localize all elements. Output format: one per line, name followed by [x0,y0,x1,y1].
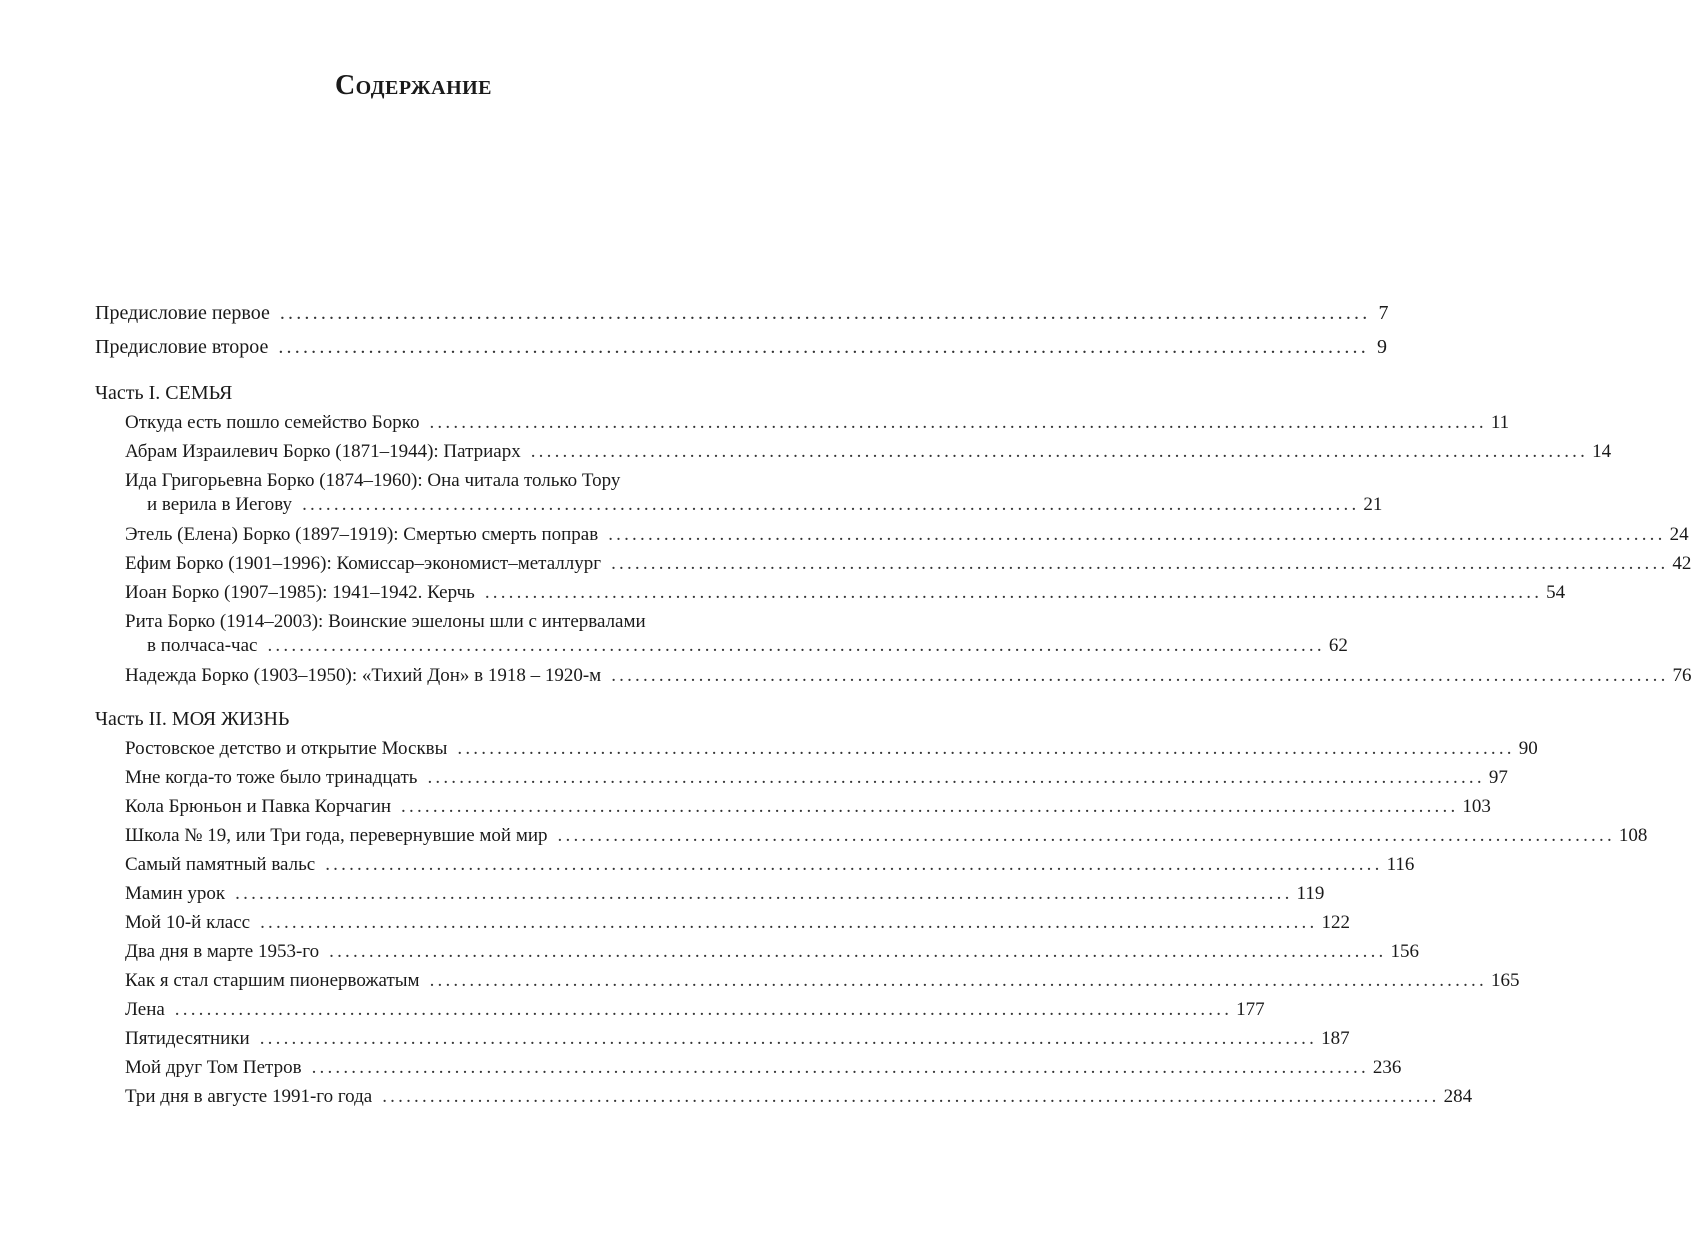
toc-entry[interactable] [95,908,1350,937]
toc-entry-title: Мой друг Том Петров [125,1057,302,1078]
dot-leader: ..................................................................................................................................... [429,970,1487,991]
toc-entry-page: 187 [1321,1028,1350,1049]
toc-entry[interactable] [95,661,1692,690]
dot-leader: ..................................................................................................................................... [329,941,1387,962]
toc-entry[interactable] [95,520,1689,549]
toc-entry-page: 42 [1672,553,1692,574]
toc-entry-title: Ростовское детство и открытие Москвы [125,738,448,759]
dot-leader: ..................................................................................................................................... [457,738,1515,759]
dot-leader: ..................................................................................................................................... [325,854,1383,875]
toc-entry-title-continued: и верила в Иегову [147,494,293,515]
toc-entry-title: Этель (Елена) Борко (1897–1919): Смертью смерть поправ [125,524,599,545]
dot-leader: ..................................................................................................................................... [484,582,1543,603]
toc-entry[interactable] [95,330,1387,364]
toc-entry-title: Лена [125,999,165,1020]
toc-entry[interactable] [95,607,1348,661]
toc-entry[interactable] [95,734,1538,763]
toc-entry[interactable] [95,408,1510,437]
toc-entry-page: 62 [1328,635,1348,656]
toc-entry-title: Как я стал старшим пионервожатым [125,970,420,991]
toc-entry-title: Абрам Израилевич Борко (1871–1944): Патриарх [125,441,521,462]
dot-leader: ..................................................................................................................................... [382,1086,1440,1107]
toc-entry[interactable] [95,296,1389,330]
toc-entry-page: 76 [1672,665,1692,686]
toc-entry-title: Два дня в марте 1953-го [125,941,320,962]
toc-entry-page: 119 [1296,883,1325,904]
toc-entry-page: 7 [1378,302,1389,324]
toc-entry-page: 156 [1390,941,1419,962]
toc-entry-page: 24 [1669,524,1689,545]
toc-entry[interactable] [95,937,1419,966]
toc-entry-title: Иоан Борко (1907–1985): 1941–1942. Керчь [125,582,475,603]
toc-entry-page: 21 [1363,494,1383,515]
toc-entry-page: 103 [1462,796,1491,817]
toc-entry-title: Откуда есть пошло семейство Борко [125,412,420,433]
part-heading: Часть II. МОЯ ЖИЗНЬ [95,708,290,730]
toc-entry-page: 284 [1443,1086,1473,1107]
toc-entry-title: Предисловие второе [95,336,269,358]
dot-leader: ..................................................................................................................................... [260,912,1318,933]
toc-entry[interactable] [95,578,1566,607]
toc-entry-title: Рита Борко (1914–2003): Воинские эшелоны шли с интервалами [125,611,646,632]
toc-entry[interactable] [95,549,1692,578]
toc-entry-page: 177 [1236,999,1265,1020]
dot-leader: ..................................................................................................................................... [401,796,1459,817]
dot-leader: ..................................................................................................................................... [278,336,1369,358]
toc-entry[interactable] [95,437,1612,466]
toc-entry-title: Три дня в августе 1991-го года [125,1086,373,1107]
toc-entry-page: 9 [1376,336,1387,358]
toc-entry[interactable] [95,879,1325,908]
dot-leader: ..................................................................................................................................... [311,1057,1369,1078]
dot-leader: ..................................................................................................................................... [611,553,1669,574]
table-of-contents [95,296,1692,1111]
dot-leader: ..................................................................................................................................... [530,441,1589,462]
toc-entry-title: Кола Брюньон и Павка Корчагин [125,796,392,817]
toc-entry-page: 165 [1490,970,1520,991]
toc-entry[interactable] [95,1082,1473,1111]
toc-entry-page: 97 [1488,767,1508,788]
toc-entry-page: 54 [1546,582,1566,603]
toc-entry-title: Ефим Борко (1901–1996): Комиссар–экономист–металлург [125,553,602,574]
toc-entry-title: Пятидесятники [125,1028,250,1049]
toc-entry-title: Мой 10-й класс [125,912,251,933]
toc-entry-title: Мамин урок [125,883,226,904]
toc-entry-page: 122 [1321,912,1350,933]
toc-entry[interactable] [95,1053,1402,1082]
toc-entry[interactable] [95,763,1508,792]
toc-entry[interactable] [95,995,1265,1024]
dot-leader: ..................................................................................................................................... [279,302,1371,324]
dot-leader: ..................................................................................................................................... [267,635,1325,656]
dot-leader: ..................................................................................................................................... [557,825,1615,846]
toc-entry[interactable] [95,1024,1350,1053]
part-heading: Часть I. СЕМЬЯ [95,382,233,404]
toc-entry[interactable] [95,850,1415,879]
toc-entry[interactable] [95,966,1520,995]
toc-entry[interactable] [95,792,1491,821]
toc-entry-title: Предисловие первое [95,302,270,324]
toc-entry[interactable] [95,466,1383,520]
toc-entry-title: Надежда Борко (1903–1950): «Тихий Дон» в 1918 – 1920-м [125,665,602,686]
toc-entry-title: Самый памятный вальс [125,854,316,875]
dot-leader: ..................................................................................................................................... [429,412,1487,433]
toc-entry[interactable] [95,821,1648,850]
dot-leader: ..................................................................................................................................... [608,524,1666,545]
toc-entry-title: Мне когда-то тоже было тринадцать [125,767,418,788]
toc-entry-title: Школа № 19, или Три года, перевернувшие мой мир [125,825,548,846]
dot-leader: ..................................................................................................................................... [302,494,1360,515]
toc-entry-page: 11 [1490,412,1510,433]
toc-entry-title: Ида Григорьевна Борко (1874–1960): Она читала только Тору [125,470,621,491]
toc-entry-title-continued: в полчаса-час [147,635,258,656]
dot-leader: ..................................................................................................................................... [611,665,1669,686]
page-title: Содержание [334,70,493,101]
dot-leader: ..................................................................................................................................... [427,767,1485,788]
toc-entry-page: 116 [1386,854,1415,875]
toc-entry-page: 108 [1618,825,1648,846]
dot-leader: ..................................................................................................................................... [259,1028,1318,1049]
toc-entry-page: 14 [1592,441,1612,462]
toc-entry-page: 90 [1518,738,1538,759]
dot-leader: ..................................................................................................................................... [235,883,1293,904]
toc-entry-page: 236 [1372,1057,1402,1078]
dot-leader: ..................................................................................................................................... [174,999,1233,1020]
